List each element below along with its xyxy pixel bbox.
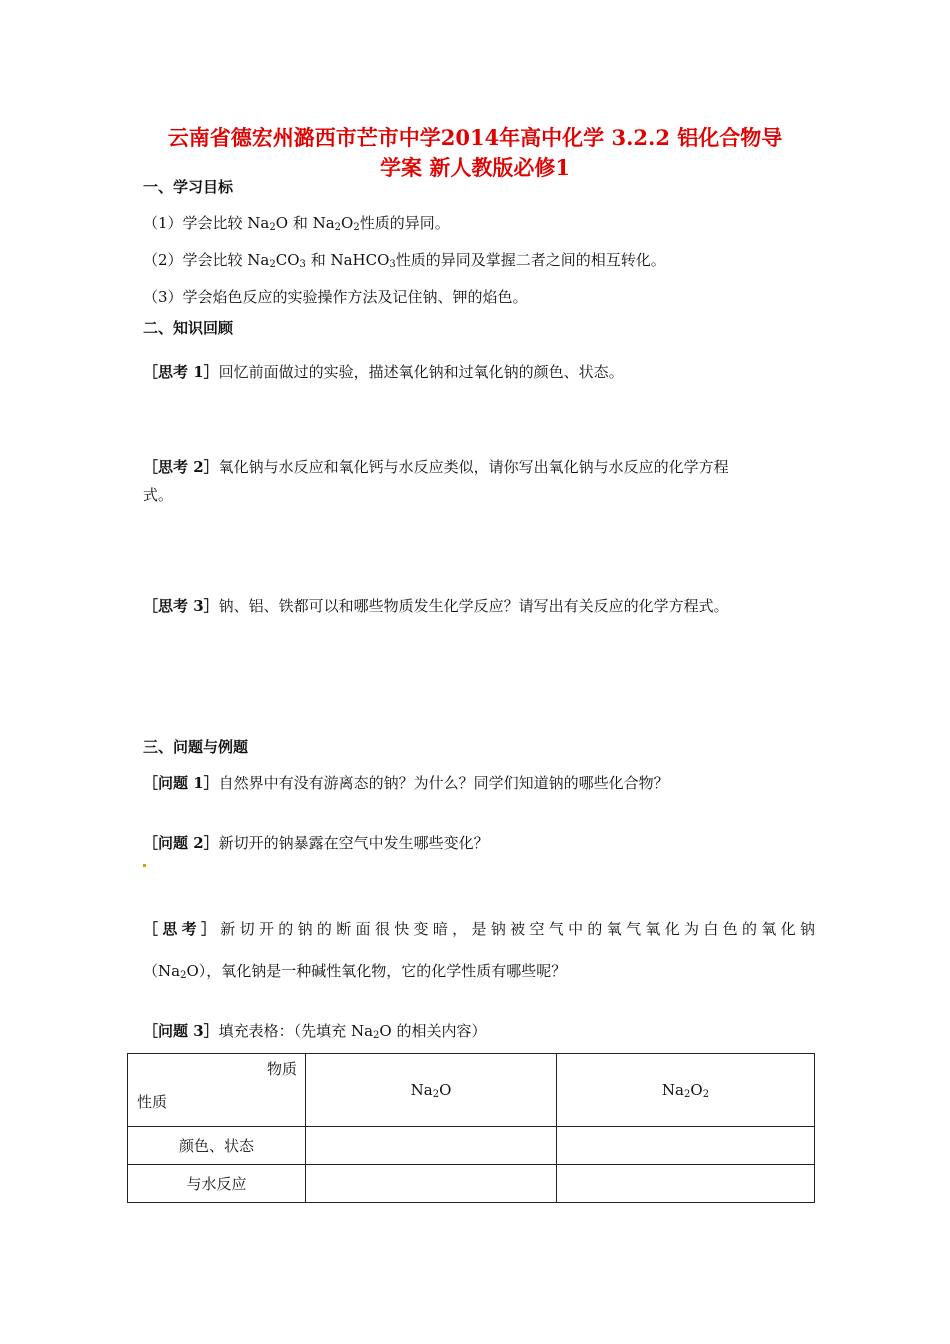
title-line-1: 云南省德宏州潞西市芒市中学2014年高中化学 3.2.2 铝化合物导 xyxy=(167,125,783,150)
table-cell-empty xyxy=(557,1165,815,1203)
properties-table xyxy=(127,1053,815,1203)
column-header-na2o: $Na_2O$ xyxy=(306,1054,557,1127)
objective-2: （2）学会比较 $Na_2CO_3$ 和 NaHCO$_3$性质的异同及掌握二者之间的相互转化。 xyxy=(143,251,666,270)
table-corner-cell xyxy=(128,1054,306,1127)
column-header-na2o2: $Na_2O_2$ xyxy=(557,1054,815,1127)
question-1: ［问题 1］自然界中有没有游离态的钠？为什么？同学们知道钠的哪些化合物？ xyxy=(143,774,669,792)
objective-3: （3）学会焰色反应的实验操作方法及记住钠、钾的焰色。 xyxy=(143,288,528,306)
think-oxidation-cont: $(Na_2O)$，氧化钠是一种碱性氧化物，它的化学性质有哪些呢？ xyxy=(143,962,567,981)
corner-label-substance: 物质 xyxy=(266,1060,297,1078)
section-heading-review: 二、知识回顾 xyxy=(143,319,234,337)
table-cell-empty xyxy=(557,1127,815,1165)
stray-mark xyxy=(143,864,146,867)
think-3: ［思考 3］钠、铝、铁都可以和哪些物质发生化学反应？请写出有关反应的化学方程式。 xyxy=(143,597,729,615)
row-label-color-state: 颜色、状态 xyxy=(128,1127,306,1165)
corner-label-property: 性质 xyxy=(137,1093,168,1111)
question-3: ［问题 3］填充表格：（先填充 $Na_2O$ 的相关内容） xyxy=(143,1022,487,1041)
think-2-cont: 式。 xyxy=(143,486,174,504)
think-2: ［思考 2］氧化钠与水反应和氧化钙与水反应类似，请你写出氧化钠与水反应的化学方程 xyxy=(143,458,729,476)
title-line-2: 学案 新人教版必修1 xyxy=(380,155,570,180)
table-row xyxy=(128,1127,815,1165)
question-2: ［问题 2］新切开的钠暴露在空气中发生哪些变化？ xyxy=(143,834,489,852)
table-row xyxy=(128,1165,815,1203)
think-oxidation: ［思考］新切开的钠的断面很快变暗，是钠被空气中的氧气氧化为白色的氧化钠 xyxy=(143,920,815,938)
row-label-water-reaction: 与水反应 xyxy=(128,1165,306,1203)
table-cell-empty xyxy=(306,1127,557,1165)
section-heading-questions: 三、问题与例题 xyxy=(143,738,249,756)
objective-1: （1）学会比较 $Na_2O$ 和 $Na_2O_2$性质的异同。 xyxy=(143,214,450,233)
think-1: ［思考 1］回忆前面做过的实验，描述氧化钠和过氧化钠的颜色、状态。 xyxy=(143,363,624,381)
document-title xyxy=(100,123,850,183)
table-cell-empty xyxy=(306,1165,557,1203)
table-header-row xyxy=(128,1054,815,1127)
section-heading-objectives: 一、学习目标 xyxy=(143,178,234,196)
